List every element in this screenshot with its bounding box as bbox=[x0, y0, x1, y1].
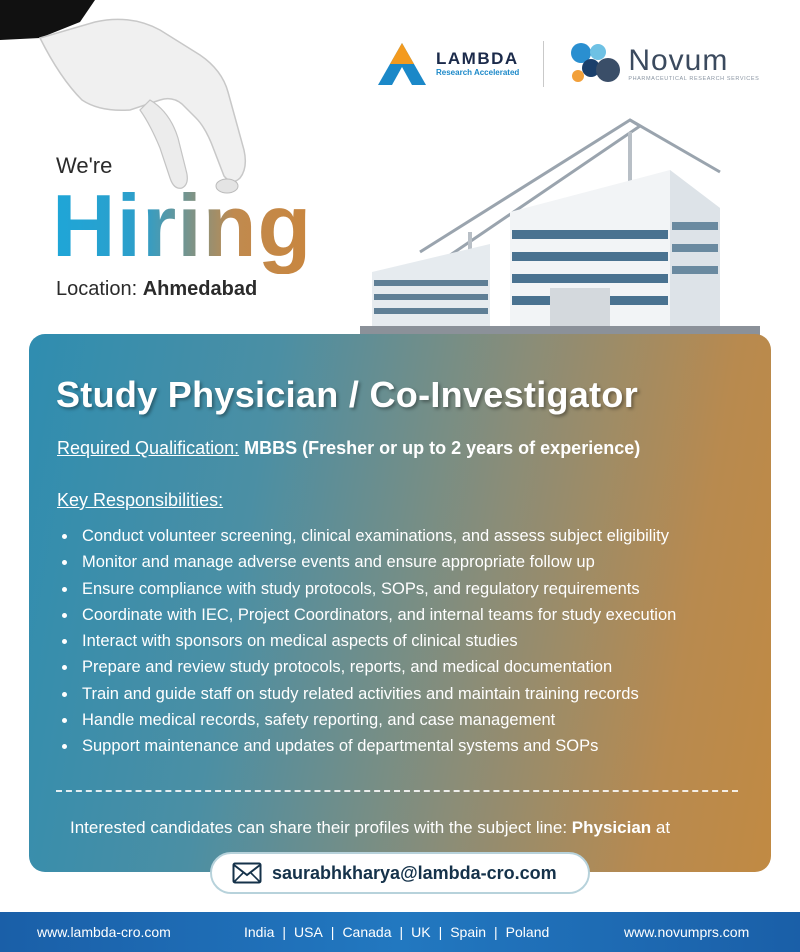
list-item: Support maintenance and updates of departmental systems and SOPs bbox=[62, 735, 676, 761]
responsibilities-heading: Key Responsibilities: bbox=[57, 490, 224, 510]
logo-divider bbox=[543, 41, 544, 87]
interest-message: Interested candidates can share their profiles with the subject line: bbox=[70, 818, 568, 837]
novum-circles-icon bbox=[568, 40, 622, 88]
country-item: USA bbox=[294, 924, 323, 940]
lambda-triangle-icon bbox=[376, 41, 428, 87]
email-contact-pill[interactable] bbox=[210, 852, 590, 894]
lambda-name: LAMBDA bbox=[436, 49, 519, 68]
responsibilities-list bbox=[62, 525, 676, 762]
qualification-label: Required Qualification: bbox=[57, 438, 240, 458]
list-item: Monitor and manage adverse events and ensure appropriate follow up bbox=[62, 551, 676, 577]
country-item: UK bbox=[411, 924, 431, 940]
lambda-tagline: Research Accelerated bbox=[436, 68, 520, 77]
country-item: India bbox=[244, 924, 275, 940]
qualification-value: MBBS (Fresher or up to 2 years of experience) bbox=[244, 438, 641, 458]
qualification-line bbox=[57, 438, 640, 459]
dashed-divider bbox=[56, 790, 738, 792]
job-title: Study Physician / Co-Investigator bbox=[56, 374, 639, 415]
logo-bar bbox=[376, 38, 776, 90]
novum-tagline: PHARMACEUTICAL RESEARCH SERVICES bbox=[628, 76, 760, 82]
list-item: Conduct volunteer screening, clinical examinations, and assess subject eligibility bbox=[62, 525, 676, 551]
list-item: Handle medical records, safety reporting, and case management bbox=[62, 709, 676, 735]
list-item: Train and guide staff on study related activities and maintain training records bbox=[62, 683, 676, 709]
email-address[interactable]: saurabhkharya@lambda-cro.com bbox=[272, 862, 557, 883]
hiring-headline: Hiring bbox=[52, 176, 313, 275]
location-value: Ahmedabad bbox=[142, 278, 258, 300]
lambda-website-link[interactable]: www.lambda-cro.com bbox=[37, 924, 171, 940]
list-item: Ensure compliance with study protocols, SOPs, and regulatory requirements bbox=[62, 578, 676, 604]
list-item: Coordinate with IEC, Project Coordinators, and internal teams for study execution bbox=[62, 604, 676, 630]
country-list: India | USA | Canada | UK | Spain | Poland bbox=[244, 924, 550, 940]
were-text: We're bbox=[56, 153, 113, 178]
interest-text bbox=[70, 818, 670, 838]
country-item: Spain bbox=[450, 924, 487, 940]
building-illustration bbox=[360, 112, 760, 336]
location-line bbox=[56, 278, 257, 301]
interest-at: at bbox=[655, 818, 671, 837]
location-label: Location: bbox=[56, 278, 138, 300]
mail-icon bbox=[232, 862, 262, 884]
footer-bar bbox=[0, 912, 800, 952]
list-item: Prepare and review study protocols, reports, and medical documentation bbox=[62, 656, 676, 682]
novum-website-link[interactable]: www.novumprs.com bbox=[624, 924, 750, 940]
country-item: Poland bbox=[505, 924, 550, 940]
novum-logo bbox=[568, 40, 759, 88]
lambda-logo bbox=[376, 41, 519, 87]
novum-name: Novum bbox=[628, 44, 729, 77]
country-item: Canada bbox=[342, 924, 392, 940]
list-item: Interact with sponsors on medical aspects of clinical studies bbox=[62, 630, 676, 656]
subject-line: Physician bbox=[571, 818, 652, 837]
